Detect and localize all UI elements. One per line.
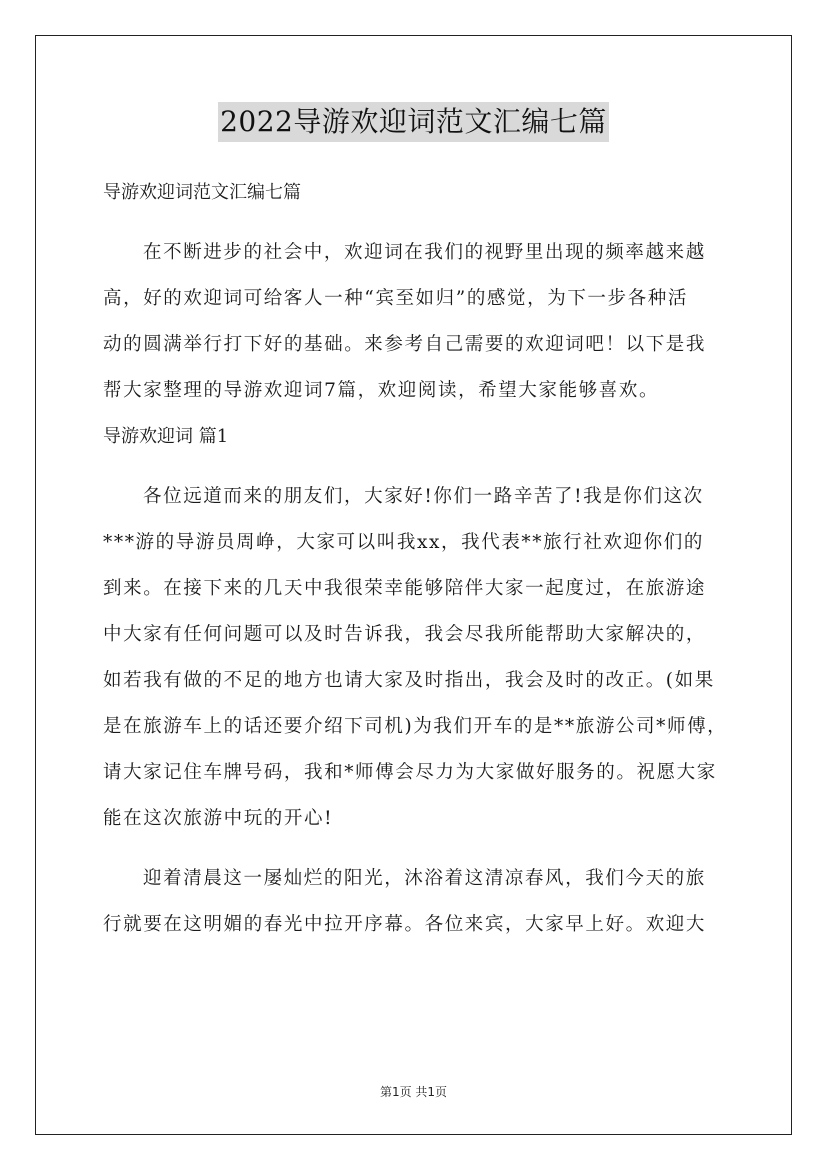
document-title: 2022导游欢迎词范文汇编七篇 [218,102,609,142]
paragraph-line: 各位远道而来的朋友们，大家好!你们一路辛苦了!我是你们这次 [143,486,704,507]
intro-line: 在不断进步的社会中，欢迎词在我们的视野里出现的频率越来越 [143,242,706,263]
intro-line: 高，好的欢迎词可给客人一种“宾至如归”的感觉，为下一步各种活 [103,288,688,309]
paragraph-line: 中大家有任何问题可以及时告诉我，我会尽我所能帮助大家解决的， [103,624,707,645]
paragraph-line: 到来。在接下来的几天中我很荣幸能够陪伴大家一起度过，在旅游途 [103,578,707,599]
paragraph-line: 迎着清晨这一屡灿烂的阳光，沐浴着这清凉春风，我们今天的旅 [143,868,706,889]
intro-paragraph [103,230,725,414]
paragraph-1 [103,474,728,842]
title-wrap [0,102,827,142]
page-footer: 第1页 共1页 [379,1085,448,1099]
paragraph-line: 行就要在这明媚的春光中拉开序幕。各位来宾，大家早上好。欢迎大 [103,914,707,935]
document-subtitle: 导游欢迎词范文汇编七篇 [103,182,301,203]
paragraph-line: ***游的导游员周峥，大家可以叫我xx，我代表**旅行社欢迎你们的 [103,532,704,553]
intro-line: 帮大家整理的导游欢迎词7篇，欢迎阅读，希望大家能够喜欢。 [103,380,660,401]
intro-line: 动的圆满举行打下好的基础。来参考自己需要的欢迎词吧！以下是我 [103,334,707,355]
paragraph-line: 请大家记住车牌号码，我和*师傅会尽力为大家做好服务的。祝愿大家 [103,762,717,783]
paragraph-line: 如若我有做的不足的地方也请大家及时指出，我会及时的改正。(如果 [103,670,715,691]
document-body [103,170,728,948]
paragraph-line: 是在旅游车上的话还要介绍下司机)为我们开车的是**旅游公司*师傅， [103,716,728,737]
paragraph-2 [103,856,725,948]
section-heading: 导游欢迎词 篇1 [103,426,229,447]
paragraph-line: 能在这次旅游中玩的开心! [103,808,334,829]
